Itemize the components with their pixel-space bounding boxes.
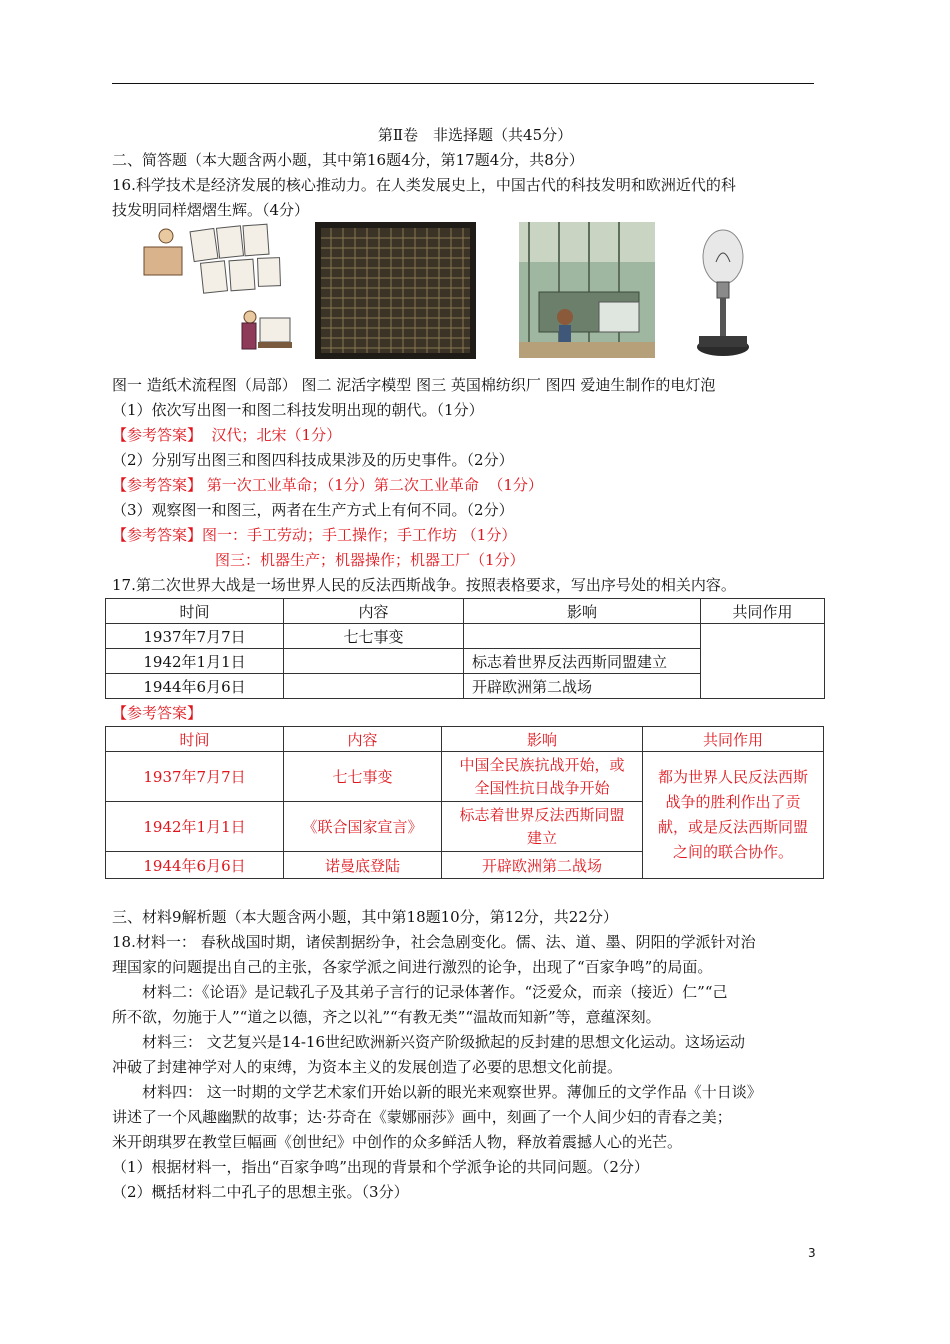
q16-stem-line2: 技发明同样熠熠生辉。（4分） bbox=[112, 201, 310, 219]
answer-text: 汉代；北宋（1分） bbox=[202, 426, 342, 444]
cell-time: 1942年1月1日 bbox=[106, 802, 284, 852]
answer-label: 【参考答案】 bbox=[112, 476, 203, 494]
q18-material3-line2: 冲破了封建神学对人的束缚，为资本主义的发展创造了必要的思想文化前提。 bbox=[112, 1058, 623, 1076]
cell-impact: 开辟欧洲第二战场 bbox=[464, 674, 701, 699]
header-content: 内容 bbox=[284, 599, 464, 624]
q18-material4-line3: 米开朗琪罗在教堂巨幅画《创世纪》中创作的众多鲜活人物，释放着震撼人心的光芒。 bbox=[112, 1133, 683, 1151]
q18-material2-line2: 所不欲，勿施于人”“道之以德，齐之以礼”“有教无类”“温故而知新”等，意蕴深刻。 bbox=[112, 1008, 661, 1026]
q17-answer-table bbox=[105, 726, 824, 879]
section-title: 第Ⅱ卷 非选择题（共45分） bbox=[377, 126, 573, 144]
q18-material2-line1: 材料二：《论语》是记载孔子及其弟子言行的记录体著作。“泛爱众，而亲（接近）仁”“己 bbox=[142, 983, 728, 1001]
part2-heading: 二、简答题（本大题含两小题，其中第16题4分，第17题4分，共8分） bbox=[112, 151, 584, 169]
cell-common-role bbox=[701, 624, 825, 699]
cotton-mill-image bbox=[519, 222, 655, 358]
header-time: 时间 bbox=[106, 727, 284, 752]
edison-light-bulb-image bbox=[692, 222, 754, 362]
cell-content: 七七事变 bbox=[284, 752, 442, 802]
page-number: 3 bbox=[808, 1246, 816, 1260]
cell-common-role: 都为世界人民反法西斯战争的胜利作出了贡献，或是反法西斯同盟之间的联合协作。 bbox=[643, 752, 824, 879]
cell-time: 1944年6月6日 bbox=[106, 852, 284, 879]
q18-sub2: （2）概括材料二中孔子的思想主张。（3分） bbox=[112, 1183, 409, 1201]
cell-impact bbox=[464, 624, 701, 649]
table-header-row bbox=[106, 599, 825, 624]
cell-content: 诺曼底登陆 bbox=[284, 852, 442, 879]
header-rule bbox=[112, 83, 814, 84]
part3-heading: 三、材料9解析题（本大题含两小题，其中第18题10分，第12分，共22分） bbox=[112, 908, 618, 926]
cell-impact: 标志着世界反法西斯同盟建立 bbox=[442, 802, 643, 852]
q18-material4-line2: 讲述了一个风趣幽默的故事；达·芬奇在《蒙娜丽莎》画中，刻画了一个人间少妇的青春之美； bbox=[112, 1108, 732, 1126]
cell-content: 《联合国家宣言》 bbox=[284, 802, 442, 852]
answer-text: 第一次工业革命；（1分）第二次工业革命 （1分） bbox=[202, 476, 543, 494]
q18-material1-line2: 理国家的问题提出自己的主张，各家学派之间进行激烈的论争，出现了“百家争鸣”的局面。 bbox=[112, 958, 713, 976]
cell-time: 1944年6月6日 bbox=[106, 674, 284, 699]
q18-material4-line1: 材料四： 这一时期的文学艺术家们开始以新的眼光来观察世界。薄伽丘的文学作品《十日谈》 bbox=[142, 1083, 762, 1101]
q17-answer-label: 【参考答案】 bbox=[112, 704, 203, 722]
cell-impact: 标志着世界反法西斯同盟建立 bbox=[464, 649, 701, 674]
cell-time: 1937年7月7日 bbox=[106, 624, 284, 649]
cell-time: 1937年7月7日 bbox=[106, 752, 284, 802]
q16-answer2 bbox=[112, 474, 543, 496]
answer-label: 【参考答案】 bbox=[112, 426, 203, 444]
q16-sub3: （3）观察图一和图三，两者在生产方式上有何不同。（2分） bbox=[112, 501, 514, 519]
header-impact: 影响 bbox=[464, 599, 701, 624]
cell-impact: 开辟欧洲第二战场 bbox=[442, 852, 643, 879]
cell-time: 1942年1月1日 bbox=[106, 649, 284, 674]
q16-sub2: （2）分别写出图三和图四科技成果涉及的历史事件。（2分） bbox=[112, 451, 514, 469]
cell-content bbox=[284, 649, 464, 674]
header-time: 时间 bbox=[106, 599, 284, 624]
cell-content: 七七事变 bbox=[284, 624, 464, 649]
header-common-role: 共同作用 bbox=[643, 727, 824, 752]
table-header-row bbox=[106, 727, 824, 752]
q16-figure-caption: 图一 造纸术流程图（局部） 图二 泥活字模型 图三 英国棉纺织厂 图四 爱迪生制作的电灯泡 bbox=[112, 376, 716, 394]
q17-stem: 17.第二次世界大战是一场世界人民的反法西斯战争。按照表格要求，写出序号处的相关内容。 bbox=[112, 576, 736, 594]
q16-stem-line1: 16.科学技术是经济发展的核心推动力。在人类发展史上，中国古代的科技发明和欧洲近代的科 bbox=[112, 176, 736, 194]
q18-material3-line1: 材料三： 文艺复兴是14-16世纪欧洲新兴资产阶级掀起的反封建的思想文化运动。这场运动 bbox=[142, 1033, 746, 1051]
cell-impact: 中国全民族抗战开始，或全国性抗日战争开始 bbox=[442, 752, 643, 802]
cell-content bbox=[284, 674, 464, 699]
q16-answer3 bbox=[112, 524, 516, 546]
q18-sub1: （1）根据材料一，指出“百家争鸣”出现的背景和个学派争论的共同问题。（2分） bbox=[112, 1158, 649, 1176]
q16-answer1 bbox=[112, 424, 341, 446]
header-content: 内容 bbox=[284, 727, 442, 752]
answer-label: 【参考答案】 bbox=[112, 526, 203, 544]
papermaking-illustration bbox=[132, 222, 297, 357]
table-row bbox=[106, 624, 825, 649]
q17-question-table bbox=[105, 598, 825, 699]
q16-figures bbox=[112, 222, 814, 362]
clay-type-model-image bbox=[315, 222, 476, 359]
q16-answer3-line2: 图三：机器生产；机器操作；机器工厂（1分） bbox=[215, 551, 525, 569]
q16-sub1: （1）依次写出图一和图二科技发明出现的朝代。（1分） bbox=[112, 401, 484, 419]
table-row bbox=[106, 752, 824, 802]
q18-material1-line1: 18.材料一： 春秋战国时期，诸侯割据纷争，社会急剧变化。儒、法、道、墨、阴阳的学派针对治 bbox=[112, 933, 756, 951]
answer-text: 图一：手工劳动；手工操作；手工作坊 （1分） bbox=[202, 526, 517, 544]
header-common-role: 共同作用 bbox=[701, 599, 825, 624]
header-impact: 影响 bbox=[442, 727, 643, 752]
